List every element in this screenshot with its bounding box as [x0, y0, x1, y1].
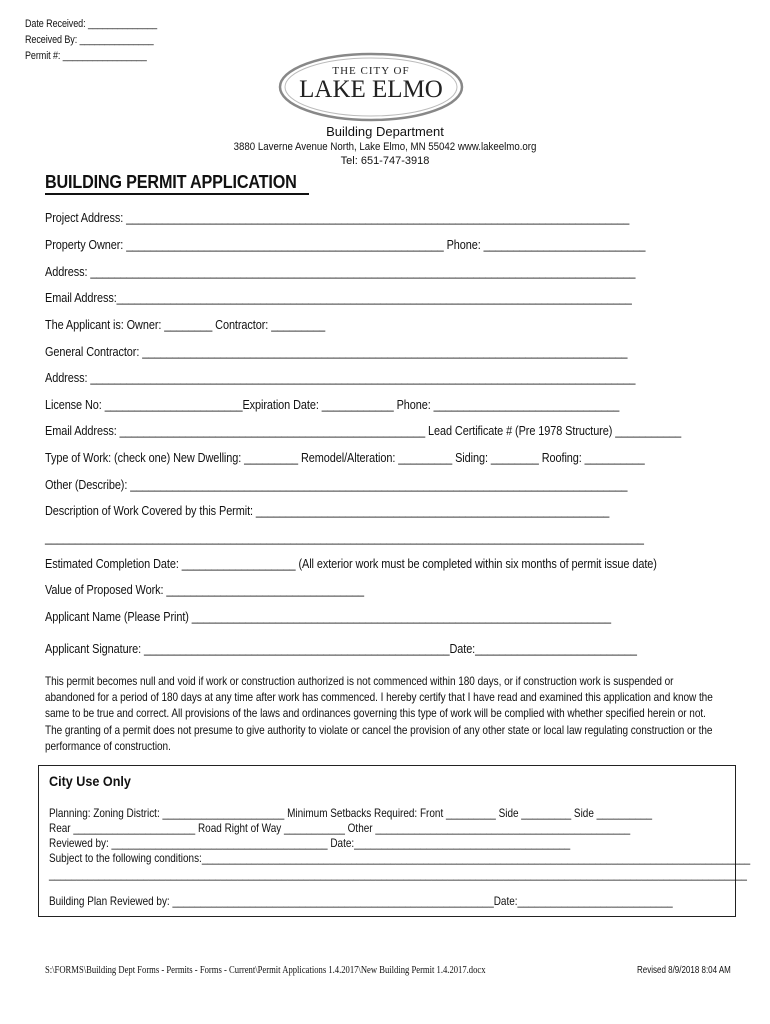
received-by-field[interactable]: Received By: _______________ [25, 34, 154, 46]
applicant-signature-field[interactable]: Applicant Signature: ___________________________________________________Date:___________________________ [45, 641, 637, 656]
proposed-value-field[interactable]: Value of Proposed Work: _________________________________ [45, 582, 365, 597]
plan-reviewed-by-field[interactable]: Building Plan Reviewed by: __________________________________________________________Date:____________________________ [49, 894, 673, 908]
contractor-address-field[interactable]: Address: ___________________________________________________________________________________________ [45, 370, 636, 385]
owner-address-field[interactable]: Address: ___________________________________________________________________________________________ [45, 264, 636, 279]
project-address-field[interactable]: Project Address: ____________________________________________________________________________________ [45, 210, 630, 225]
department-tel: Tel: 651-747-3918 [340, 155, 430, 167]
applicant-name-field[interactable]: Applicant Name (Please Print) ______________________________________________________________________ [45, 609, 612, 624]
department-address [0, 141, 770, 153]
work-description-line-2[interactable]: ____________________________________________________________________________________________________ [45, 530, 644, 545]
conditions-line-2[interactable]: ______________________________________________________________________________________________________________________________ [49, 867, 747, 881]
footer-file-path [45, 965, 557, 976]
permit-number-field[interactable]: Permit #: _________________ [25, 50, 147, 62]
applicant-type-field[interactable]: The Applicant is: Owner: ________ Contractor: _________ [45, 317, 326, 332]
license-field[interactable]: License No: _______________________Expiration Date: ____________ Phone: _______________________________ [45, 397, 620, 412]
footer-revised-text: Revised 8/9/2018 8:04 AM [637, 965, 731, 976]
city-logo [278, 52, 464, 122]
reviewed-by-field[interactable]: Reviewed by: _______________________________________ Date:_______________________________________ [49, 836, 571, 850]
date-received-field[interactable]: Date Received: ______________ [25, 18, 158, 30]
property-owner-field[interactable]: Property Owner: _____________________________________________________ Phone: ___________________________ [45, 237, 646, 252]
conditions-field[interactable]: Subject to the following conditions:___________________________________________________________________________________________________ [49, 851, 751, 865]
footer-revised [637, 965, 754, 976]
logo-big-text: LAKE ELMO [299, 76, 443, 103]
title-underline [45, 193, 309, 195]
department-address-text: 3880 Laverne Avenue North, Lake Elmo, MN 55042 www.lakeelmo.org [233, 141, 537, 153]
owner-email-field[interactable]: Email Address:______________________________________________________________________________________ [45, 290, 632, 305]
completion-date-field[interactable]: Estimated Completion Date: ___________________ (All exterior work must be completed within six months of permit issue date) [45, 556, 657, 571]
department-name: Building Department [326, 124, 444, 139]
logo-small-text: THE CITY OF [332, 65, 410, 77]
zoning-setbacks-field[interactable]: Planning: Zoning District: ______________________ Minimum Setbacks Required: Front _________ Side _________ Side __________ [49, 806, 653, 820]
other-describe-field[interactable]: Other (Describe): ___________________________________________________________________________________ [45, 477, 628, 492]
disclaimer-paragraph: This permit becomes null and void if work or construction authorized is not commenced within 180 days, or if construction work is suspended or abandoned for a period of 180 days at any time after work has commenced. I hereby certify that I have read and examined this application and know the same to be true and correct. All provisions of the laws and ordinances governing this type of work will be complied with whether specified herein or not. The granting of a permit does not presume to give authority to violate or cancel the provision of any other state or local law regulating construction or the performance of construction. [45, 674, 713, 753]
contractor-email-field[interactable]: Email Address: ___________________________________________________ Lead Certificate # (Pre 1978 Structure) ___________ [45, 423, 682, 438]
logo-oval-icon [278, 52, 464, 122]
type-of-work-field[interactable]: Type of Work: (check one) New Dwelling: _________ Remodel/Alteration: _________ Siding: ________ Roofing: __________ [45, 450, 645, 465]
footer-file-path-text: S:\FORMS\Building Dept Forms - Permits - Forms - Current\Permit Applications 1.4.2017\New Building Permit 1.4.2017.docx [45, 965, 486, 976]
city-use-title: City Use Only [49, 773, 131, 789]
form-title: BUILDING PERMIT APPLICATION [45, 172, 297, 192]
work-description-field[interactable]: Description of Work Covered by this Permit: ___________________________________________________________ [45, 503, 610, 518]
rear-road-right-field[interactable]: Rear ______________________ Road Right of Way ___________ Other ______________________________________________ [49, 821, 631, 835]
city-use-box [38, 765, 751, 917]
general-contractor-field[interactable]: General Contractor: _________________________________________________________________________________ [45, 344, 628, 359]
